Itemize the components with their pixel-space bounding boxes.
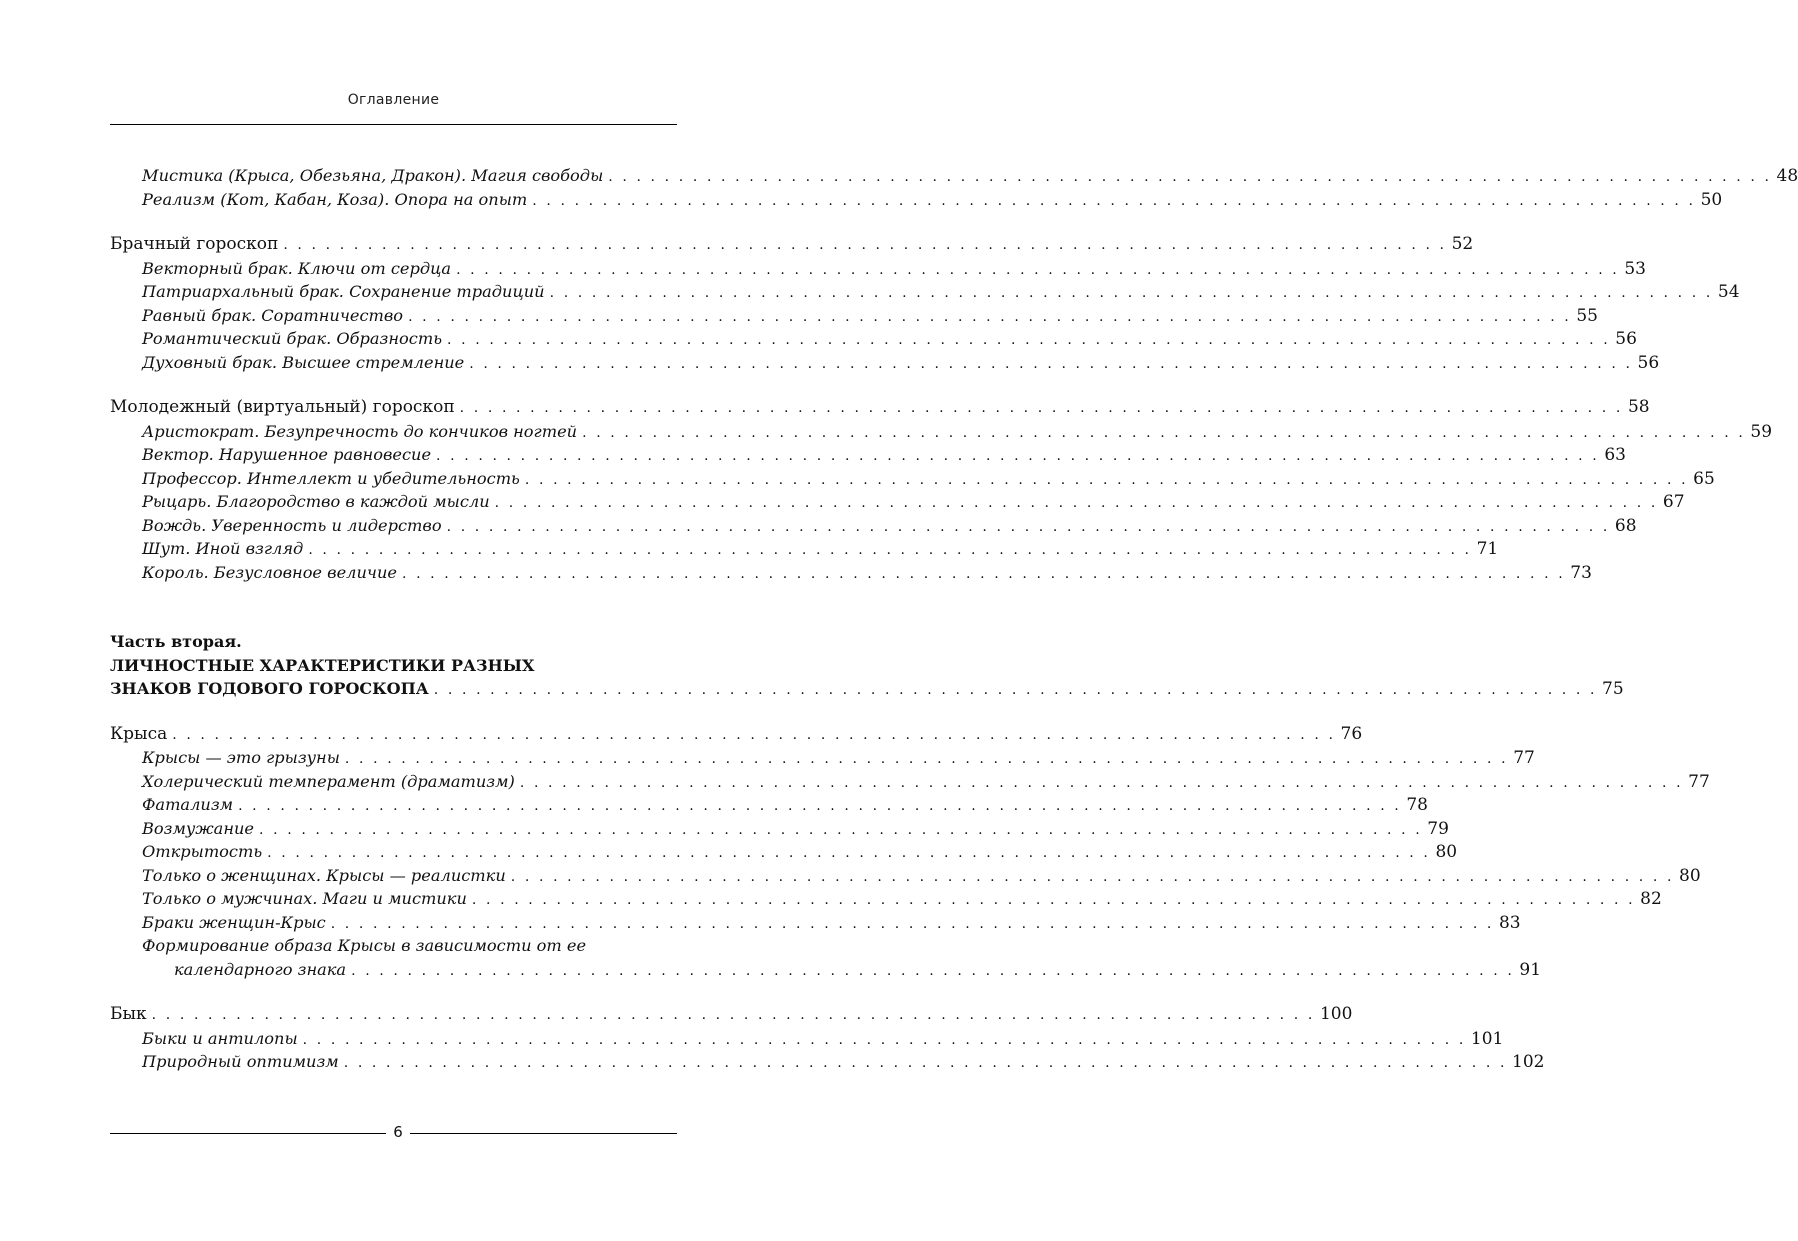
page-number: 6 xyxy=(393,1123,403,1141)
toc-entry[interactable]: Рыцарь. Благородство в каждой мысли . . . 67 xyxy=(110,490,677,514)
toc-entry[interactable]: Открытость . . . 80 xyxy=(110,840,677,864)
footer-rule-right xyxy=(410,1133,677,1134)
toc-entry[interactable]: Патриархальный брак. Сохранение традиций . . . 54 xyxy=(110,280,677,304)
footer-rule-left xyxy=(110,1133,386,1134)
toc-part-entry[interactable]: ЗНАКОВ ГОДОВОГО ГОРОСКОПА . . . 75 xyxy=(110,677,677,701)
table-of-contents xyxy=(110,164,1798,1074)
toc-section-entry[interactable]: Брачный гороскоп . . . 52 xyxy=(110,233,677,257)
part-label: Часть вторая. xyxy=(110,632,242,651)
toc-entry[interactable]: Аристократ. Безупречность до кончиков ногтей . . . 59 xyxy=(110,420,677,444)
toc-entry[interactable]: Векторный брак. Ключи от сердца . . . 53 xyxy=(110,257,677,281)
toc-entry[interactable]: Природный оптимизм . . . 102 xyxy=(110,1050,677,1074)
toc-entry-line[interactable]: Формирование образа Крысы в зависимости от ее xyxy=(142,936,587,955)
toc-entry[interactable]: Браки женщин-Крыс . . . 83 xyxy=(110,911,677,935)
toc-entry[interactable]: Вождь. Уверенность и лидерство . . . 68 xyxy=(110,514,677,538)
toc-section-entry[interactable]: Молодежный (виртуальный) гороскоп . . . 58 xyxy=(110,396,677,420)
part-title-line: ЛИЧНОСТНЫЕ ХАРАКТЕРИСТИКИ РАЗНЫХ xyxy=(110,655,535,675)
toc-entry[interactable]: Только о мужчинах. Маги и мистики . . . 82 xyxy=(110,887,677,911)
header-rule xyxy=(110,124,677,125)
toc-section-entry[interactable]: Бык . . . 100 xyxy=(110,1003,677,1027)
toc-entry[interactable]: Равный брак. Соратничество . . . 55 xyxy=(110,304,677,328)
toc-entry[interactable]: Крысы — это грызуны . . . 77 xyxy=(110,746,677,770)
toc-entry[interactable]: Быки и антилопы . . . 101 xyxy=(110,1027,677,1051)
toc-entry[interactable]: Мистика (Крыса, Обезьяна, Дракон). Магия свободы . . . 48 xyxy=(110,164,677,188)
toc-section-entry[interactable]: Крыса . . . 76 xyxy=(110,723,677,747)
toc-entry[interactable]: Духовный брак. Высшее стремление . . . 56 xyxy=(110,351,677,375)
toc-entry[interactable]: Холерический темперамент (драматизм) . . . 77 xyxy=(110,770,677,794)
toc-entry[interactable]: Только о женщинах. Крысы — реалистки . . . 80 xyxy=(110,864,677,888)
toc-entry[interactable]: Романтический брак. Образность . . . 56 xyxy=(110,327,677,351)
toc-entry[interactable]: Шут. Иной взгляд . . . 71 xyxy=(110,537,677,561)
toc-entry[interactable]: Король. Безусловное величие . . . 73 xyxy=(110,561,677,585)
running-title: Оглавление xyxy=(347,92,440,108)
toc-entry[interactable]: Вектор. Нарушенное равновесие . . . 63 xyxy=(110,443,677,467)
toc-entry[interactable]: Реализм (Кот, Кабан, Коза). Опора на опыт . . . 50 xyxy=(110,188,677,212)
toc-entry[interactable]: Фатализм . . . 78 xyxy=(110,793,677,817)
toc-entry[interactable]: календарного знака . . . 91 xyxy=(110,958,677,982)
toc-entry[interactable]: Профессор. Интеллект и убедительность . . . 65 xyxy=(110,467,677,491)
toc-entry[interactable]: Возмужание . . . 79 xyxy=(110,817,677,841)
